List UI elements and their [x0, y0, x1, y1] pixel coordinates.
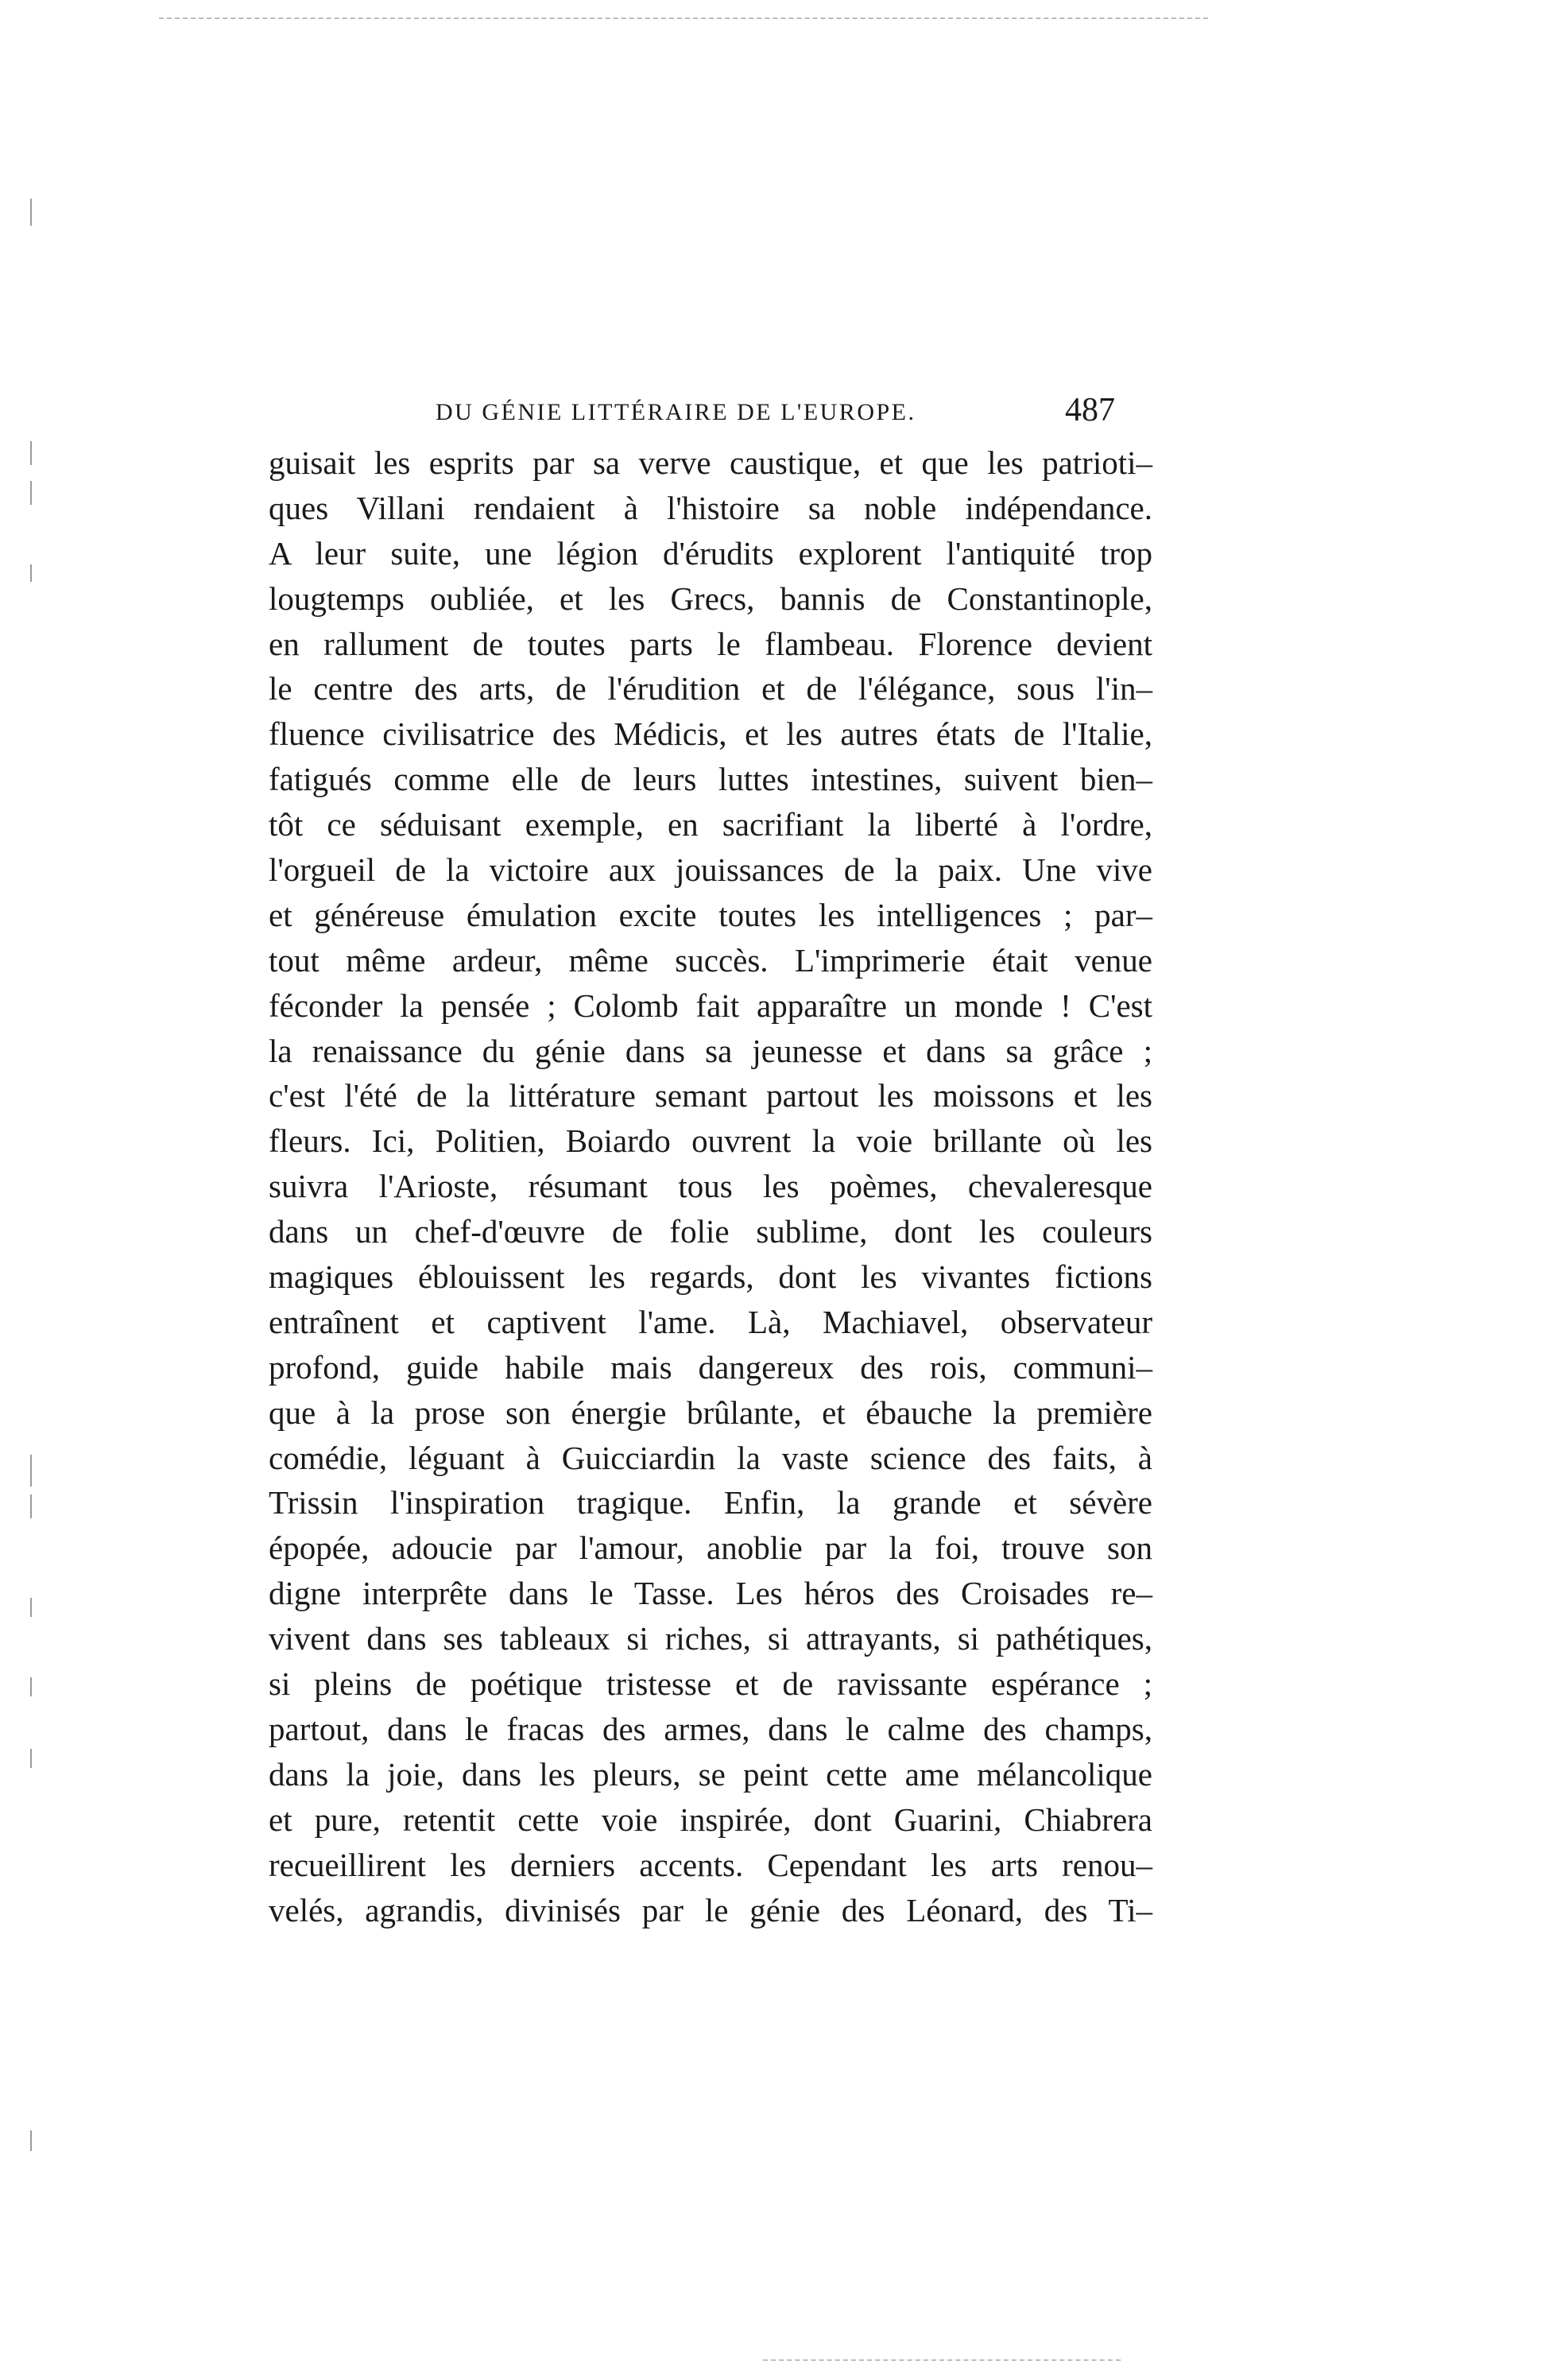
text-line: vivent dans ses tableaux si riches, si attrayants, si pathétiques, — [269, 1620, 1152, 1657]
text-line: si pleins de poétique tristesse et de ravissante espérance ; — [269, 1665, 1152, 1703]
page-number: 487 — [1065, 392, 1115, 428]
text-line: tout même ardeur, même succès. L'imprimerie était venue — [269, 941, 1152, 979]
margin-mark — [30, 1749, 32, 1768]
margin-mark — [30, 1598, 32, 1617]
margin-mark — [30, 199, 32, 226]
text-line: fatigués comme elle de leurs luttes intestines, suivent bien– — [269, 761, 1152, 798]
text-line: velés, agrandis, divinisés par le génie des Léonard, des Ti– — [269, 1891, 1152, 1928]
text-line: entraînent et captivent l'ame. Là, Machiavel, observateur — [269, 1303, 1152, 1340]
margin-mark — [30, 564, 32, 582]
margin-mark — [30, 2130, 32, 2151]
text-line: épopée, adoucie par l'amour, anoblie par la foi, trouve son — [269, 1529, 1152, 1567]
scan-edge-top — [159, 17, 1208, 19]
text-line: et généreuse émulation excite toutes les intelligences ; par– — [269, 896, 1152, 933]
text-line: Trissin l'inspiration tragique. Enfin, la grande et sévère — [269, 1484, 1152, 1521]
text-line: féconder la pensée ; Colomb fait apparaître un monde ! C'est — [269, 986, 1152, 1024]
text-line: A leur suite, une légion d'érudits explorent l'antiquité trop — [269, 534, 1152, 572]
text-line: et pure, retentit cette voie inspirée, dont Guarini, Chiabrera — [269, 1801, 1152, 1838]
text-line: suivra l'Arioste, résumant tous les poèmes, chevaleresque — [269, 1168, 1152, 1205]
scan-edge-bottom — [763, 2359, 1121, 2361]
text-line: magiques éblouissent les regards, dont les vivantes fictions — [269, 1258, 1152, 1296]
body-text — [269, 440, 1152, 1932]
text-line: fluence civilisatrice des Médicis, et les autres états de l'Italie, — [269, 715, 1152, 753]
text-line: en rallument de toutes parts le flambeau. Florence devient — [269, 625, 1152, 662]
text-line: comédie, léguant à Guicciardin la vaste science des faits, à — [269, 1439, 1152, 1476]
margin-mark — [30, 481, 32, 505]
text-line: digne interprête dans le Tasse. Les héros des Croisades re– — [269, 1575, 1152, 1612]
text-line: partout, dans le fracas des armes, dans le calme des champs, — [269, 1710, 1152, 1747]
running-title: DU GÉNIE LITTÉRAIRE DE L'EUROPE. — [436, 399, 916, 425]
text-line: le centre des arts, de l'érudition et de l'élégance, sous l'in– — [269, 670, 1152, 707]
text-line: dans un chef-d'œuvre de folie sublime, dont les couleurs — [269, 1213, 1152, 1250]
text-line: fleurs. Ici, Politien, Boiardo ouvrent la voie brillante où les — [269, 1122, 1152, 1160]
text-line: c'est l'été de la littérature semant partout les moissons et les — [269, 1077, 1152, 1114]
text-line: tôt ce séduisant exemple, en sacrifiant la liberté à l'ordre, — [269, 806, 1152, 843]
text-line: lougtemps oubliée, et les Grecs, bannis de Constantinople, — [269, 579, 1152, 617]
text-line: profond, guide habile mais dangereux des rois, communi– — [269, 1348, 1152, 1386]
margin-mark — [30, 1494, 32, 1518]
margin-mark — [30, 1455, 32, 1487]
text-line: que à la prose son énergie brûlante, et ébauche la première — [269, 1394, 1152, 1431]
text-line: recueillirent les derniers accents. Cependant les arts renou– — [269, 1846, 1152, 1883]
text-line: l'orgueil de la victoire aux jouissances de la paix. Une vive — [269, 851, 1152, 889]
margin-mark — [30, 1677, 32, 1696]
text-line: ques Villani rendaient à l'histoire sa noble indépendance. — [269, 489, 1152, 526]
margin-mark — [30, 441, 32, 465]
text-line: dans la joie, dans les pleurs, se peint cette ame mélancolique — [269, 1755, 1152, 1793]
text-line: guisait les esprits par sa verve caustique, et que les patrioti– — [269, 444, 1152, 481]
text-line: la renaissance du génie dans sa jeunesse et dans sa grâce ; — [269, 1032, 1152, 1069]
